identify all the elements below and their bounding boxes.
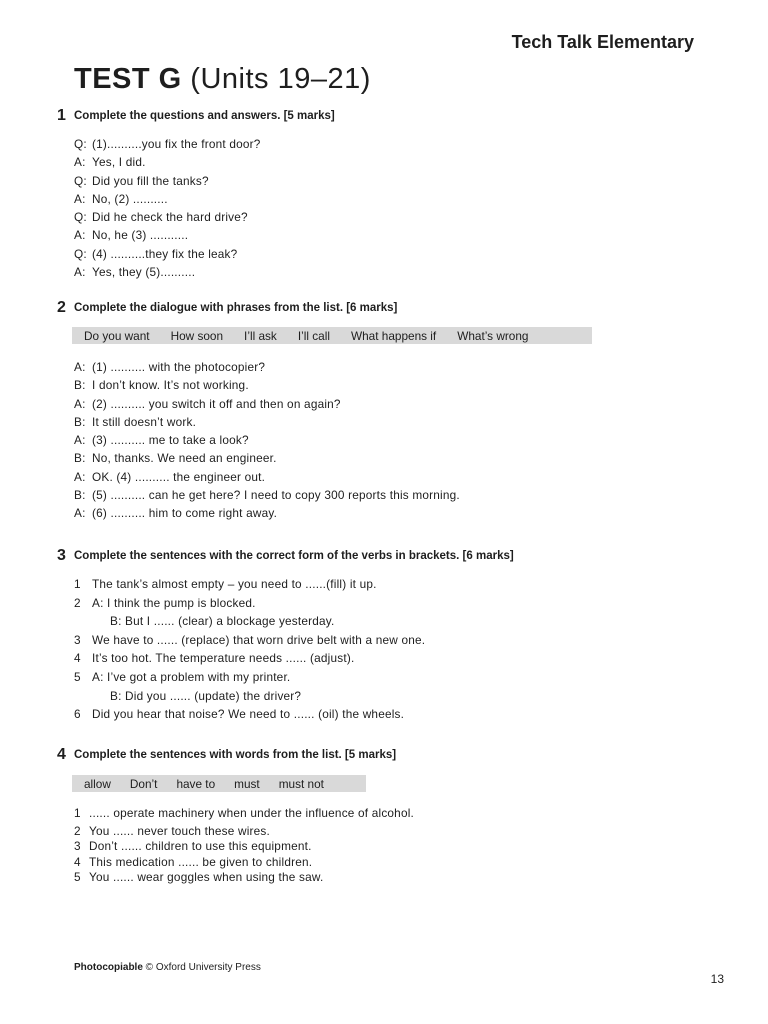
section-2-lines [74, 358, 460, 523]
word-list-item: allow [84, 776, 111, 791]
section-3-number: 3 [57, 547, 66, 564]
word-list-item: Do you want [84, 328, 150, 343]
exercise-line: 4 It’s too hot. The temperature needs ...... (adjust). [74, 651, 355, 666]
word-list-item: I’ll call [297, 328, 330, 343]
test-title [74, 63, 371, 96]
exercise-line: 2 A: I think the pump is blocked. [74, 595, 256, 610]
dialogue-line: A: Yes, I did. [74, 155, 146, 170]
word-list-item: must not [278, 776, 324, 791]
exercise-line: 1 ...... operate machinery when under the influence of alcohol. [74, 806, 415, 820]
test-title-units: (Units 19–21) [181, 63, 371, 95]
word-list-item: How soon [170, 328, 224, 343]
dialogue-line: B: No, thanks. We need an engineer. [74, 451, 277, 466]
exercise-line: 1 The tank’s almost empty – you need to ......(fill) it up. [74, 577, 377, 591]
book-title: Tech Talk Elementary [511, 32, 694, 52]
exercise-line: B: But I ...... (clear) a blockage yesterday. [110, 614, 335, 629]
section-3-lines [74, 575, 425, 724]
test-title-bold: TEST G [74, 63, 182, 95]
dialogue-line: A: Yes, they (5).......... [74, 265, 196, 280]
section-4-lines [74, 806, 414, 885]
dialogue-line: A: No, he (3) ........... [74, 228, 189, 243]
section-2-instruction: Complete the dialogue with phrases from the list. [6 marks] [74, 302, 398, 314]
word-list-item: What happens if [350, 328, 437, 343]
dialogue-line: A: (1) .......... with the photocopier? [74, 360, 266, 374]
dialogue-line: A: (3) .......... me to take a look? [74, 433, 249, 448]
photocopiable-label: Photocopiable [74, 962, 143, 973]
section-3-instruction: Complete the sentences with the correct form of the verbs in brackets. [6 marks] [74, 550, 514, 562]
section-1-number: 1 [57, 107, 66, 124]
word-list-item: I’ll ask [244, 328, 277, 343]
exercise-line: 5 A: I’ve got a problem with my printer. [74, 669, 291, 684]
footer [74, 962, 261, 973]
dialogue-line: B: (5) .......... can he get here? I need to copy 300 reports this morning. [74, 488, 460, 503]
section-1-lines [74, 135, 261, 281]
copyright-text: © Oxford University Press [142, 962, 261, 973]
dialogue-line: Q: Did he check the hard drive? [74, 210, 248, 225]
exercise-line: 6 Did you hear that noise? We need to ...... (oil) the wheels. [74, 707, 405, 722]
page-number: 13 [710, 972, 724, 986]
section-4-instruction: Complete the sentences with words from the list. [5 marks] [74, 749, 397, 761]
exercise-line: 3 Don’t ...... children to use this equipment. [74, 839, 312, 854]
word-list-item: What’s wrong [457, 328, 529, 343]
dialogue-line: Q: Did you fill the tanks? [74, 173, 209, 188]
dialogue-line: A: (6) .......... him to come right away. [74, 506, 278, 521]
section-4-number: 4 [57, 746, 66, 763]
word-list-item: must [234, 776, 260, 791]
dialogue-line: Q: (4) ..........they fix the leak? [74, 246, 238, 261]
dialogue-line: A: OK. (4) .......... the engineer out. [74, 469, 266, 484]
word-list-item: have to [176, 776, 216, 791]
dialogue-line: Q: (1)..........you fix the front door? [74, 137, 261, 151]
exercise-line: 4 This medication ...... be given to children. [74, 854, 313, 869]
dialogue-line: A: (2) .......... you switch it off and then on again? [74, 396, 341, 411]
dialogue-line: A: No, (2) .......... [74, 191, 168, 206]
exercise-line: 3 We have to ...... (replace) that worn drive belt with a new one. [74, 632, 426, 647]
word-list-item: Don’t [129, 776, 158, 791]
section-4-word-list [72, 775, 366, 792]
section-1-instruction: Complete the questions and answers. [5 marks] [74, 110, 335, 122]
exercise-line: 5 You ...... wear goggles when using the saw. [74, 869, 324, 884]
exercise-line: 2 You ...... never touch these wires. [74, 824, 270, 839]
dialogue-line: B: It still doesn’t work. [74, 414, 197, 429]
exercise-line: B: Did you ...... (update) the driver? [110, 688, 302, 703]
section-2-number: 2 [57, 299, 66, 316]
section-2-word-list [72, 327, 592, 344]
dialogue-line: B: I don’t know. It’s not working. [74, 378, 249, 393]
